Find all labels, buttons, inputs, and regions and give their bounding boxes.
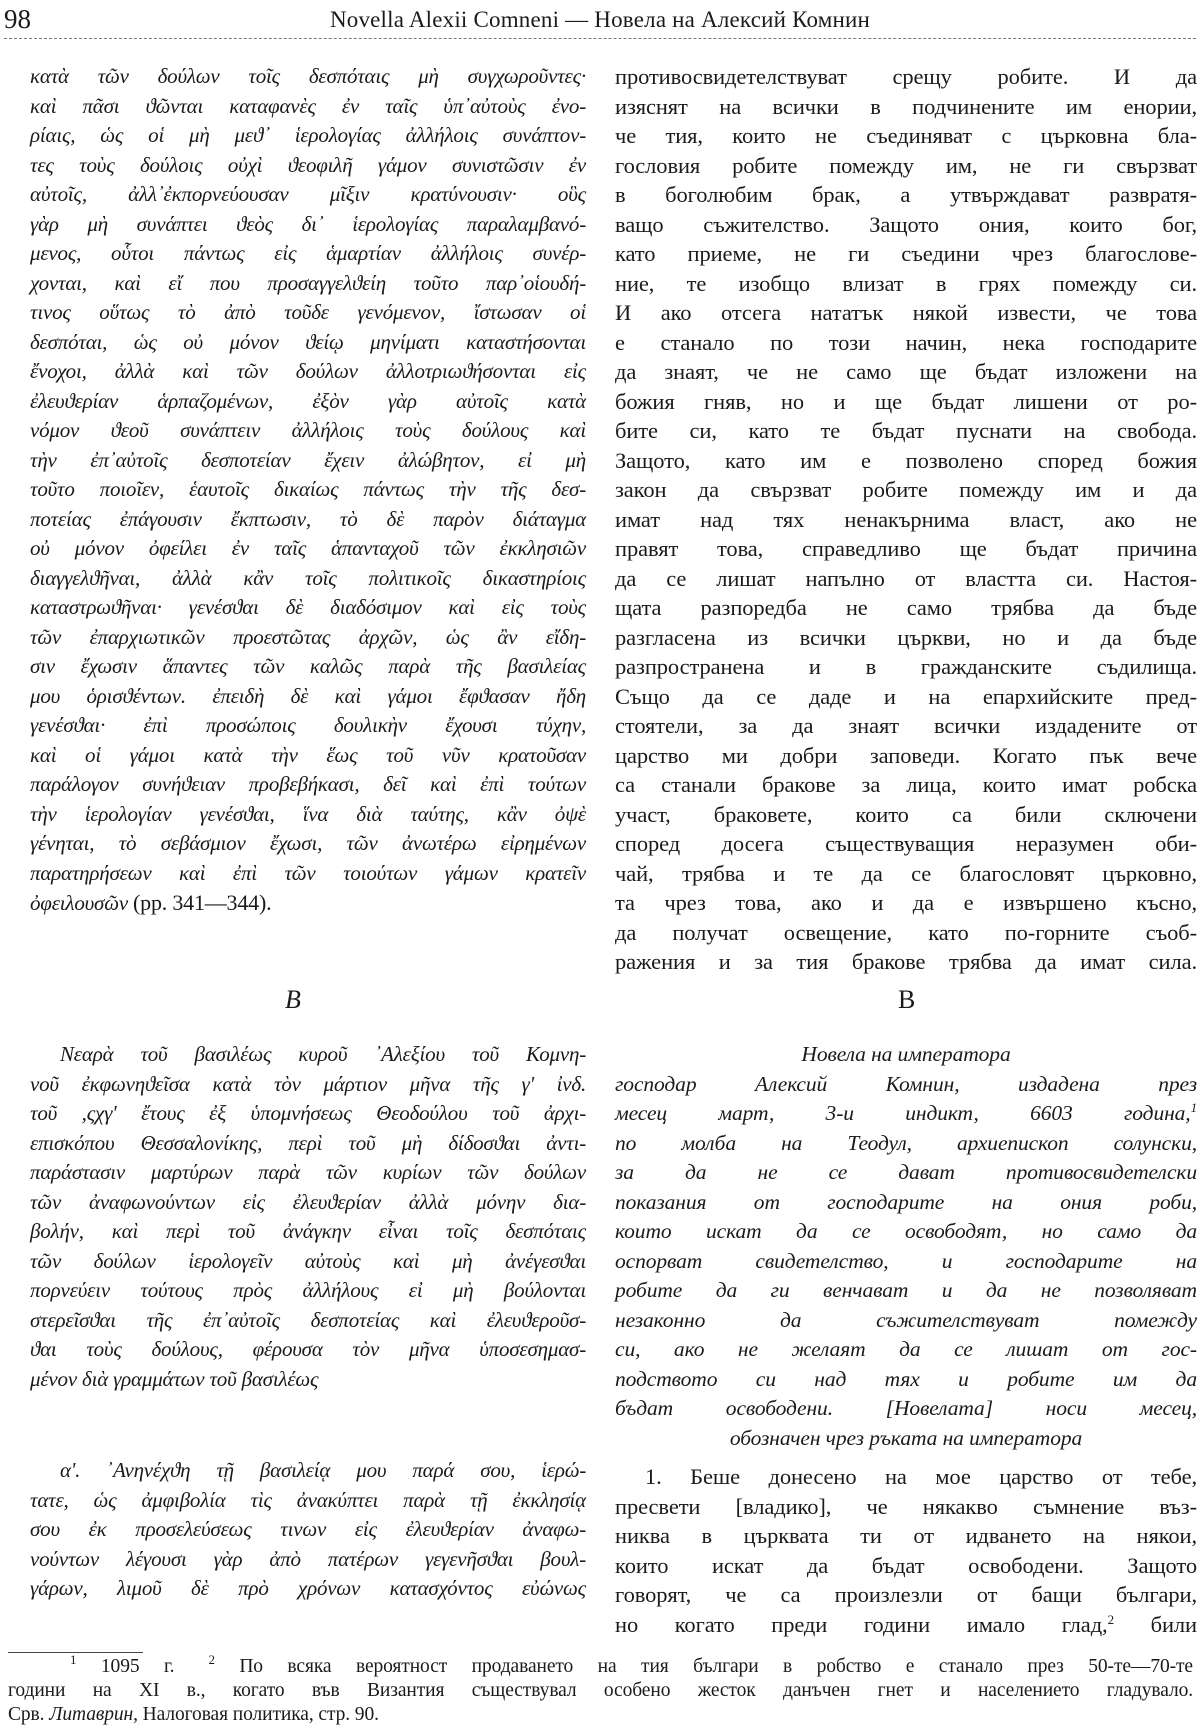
footnote-ref-2[interactable]: 2	[1107, 1611, 1114, 1627]
bulgarian-text-line: бите си, като те бъдат пуснати на свобода.	[615, 418, 1197, 443]
bulgarian-text-line: Също да се даде и на епархийските пред-	[615, 683, 1197, 709]
footnotes	[8, 1652, 1193, 1727]
bulgarian-title-line: робите да ги венчават и да не позволяват	[615, 1278, 1197, 1302]
bulgarian-text-line: правят това, справедливо ще бъдат причина	[615, 536, 1197, 561]
bulgarian-text-line: Защото, като им е позволено според божия	[615, 447, 1197, 473]
footnote-2-source: Налоговая политика, стр. 90.	[142, 1704, 379, 1725]
running-title: Novella Alexii Comneni — Новела на Алексий Комнин	[329, 7, 871, 32]
bulgarian-text-line: е станало по този начин, нека господарите	[615, 329, 1197, 355]
bulgarian-text-line: противосвидетелствуват срещу робите. И да	[615, 64, 1197, 89]
bulgarian-title-line: показания от господарите на ония роби,	[615, 1189, 1197, 1214]
footnote-ref-1[interactable]: 1	[1190, 1100, 1197, 1115]
bulgarian-text-line: ващо съжителство. Защото ония, които бог,	[615, 211, 1197, 237]
bulgarian-text-line: щата разпоредба не само трябва да бъде	[615, 595, 1197, 620]
greek-section-letter: B	[285, 985, 301, 1014]
bulgarian-title-line: обозначен чрез ръката на императора	[729, 1425, 1083, 1450]
bulgarian-section-letter: В	[898, 985, 916, 1014]
footnote-2-marker: 2	[208, 1652, 215, 1667]
bulgarian-text-line: разгласена из всички църкви, но и да бъде	[615, 624, 1197, 650]
bulgarian-section-last-line	[615, 1610, 1197, 1640]
bulgarian-section-line: говорят, че са произлезли от бащи българи,	[615, 1582, 1197, 1607]
greek-text-line: καταστρωϑῆναι· γενέσϑαι δὲ διαδόσιμον καὶ εἰς τοὺς	[30, 595, 586, 619]
bulgarian-title-line: си, ако не желаят да се лишат от гос-	[615, 1337, 1197, 1361]
greek-section-line: αʹ. ᾿Ανηνέχϑη τῇ βασιλείᾳ μου παρά σου, ἱερώ-	[60, 1458, 586, 1482]
greek-title-line: ϑαι τοὺς δούλους, φέρουσα τὸν μῆνα ὑποσεσημασ-	[30, 1337, 586, 1361]
page-header	[0, 0, 1200, 42]
greek-title-line: πορνεύειν τούτους πρὸς ἀλλήλους εἰ μὴ βούλονται	[30, 1278, 586, 1302]
greek-text-line: ρίαις, ὡς οἱ μὴ μεϑ᾽ ἱερολογίας ἀλλήλοις συνάπτον-	[30, 123, 586, 147]
bulgarian-text-line: И ако отсега нататък някой извести, че това	[615, 300, 1197, 325]
bulgarian-text-line: царство ми добри заповеди. Когато пък вече	[615, 742, 1197, 768]
greek-text-line: γενέσϑαι· ἐπὶ προσώποις δουλικὴν ἔχουσι τύχην,	[30, 713, 586, 737]
greek-text-line: τῶν ἐπαρχιωτικῶν προεστῶτας ἀρχῶν, ὡς ἂν εἴδη-	[30, 624, 586, 649]
bulgarian-text-line: според досега съществуващия неразумен оби-	[615, 831, 1197, 856]
greek-continuation-block	[30, 62, 586, 918]
bulgarian-text-line: участ, браковете, които са били сключени	[615, 801, 1197, 827]
greek-text-line: χονται, καὶ εἴ που προσαγγελϑείη τοῦτο παρ᾽οἱουδή-	[30, 270, 586, 295]
greek-title-line: Νεαρὰ τοῦ βασιλέως κυροῦ ᾿Αλεξίου τοῦ Κομνη-	[60, 1042, 586, 1066]
bulgarian-title-line: които искат да се освободят, но само да	[615, 1219, 1197, 1243]
bulgarian-title-line: за да не се дават противосвидетелски	[615, 1160, 1197, 1184]
greek-text-line: παράλογον συνήϑειαν προβεβήκασι, δεῖ καὶ ἐπὶ τούτων	[30, 772, 586, 796]
greek-text-line: καὶ οἱ γάμοι κατὰ τὴν ἕως τοῦ νῦν κρατοῦσαν	[30, 742, 586, 767]
greek-text-line: μενος, οὗτοι πάντως εἰς ἁμαρτίαν ἀλλήλοις συνέρ-	[30, 241, 586, 265]
bulgarian-text-line: в боголюбим брак, а утвърждават развратя-	[615, 182, 1197, 207]
footnote-2-cf: Срв.	[8, 1704, 45, 1725]
bulgarian-section-line: които искат да бъдат освободени. Защото	[615, 1552, 1197, 1578]
bulgarian-text-line: закон да свързват робите помежду им и да	[615, 477, 1197, 502]
greek-text-line: οὐ μόνον ὀφείλει ἐν ταῖς ἁπανταχοῦ τῶν ἐκκλησιῶν	[30, 536, 586, 560]
greek-section-line: γάρων, λιμοῦ δὲ πρὸ χρόνων κατασχόντος εὐώνως	[30, 1576, 586, 1600]
greek-text-line: τινος οὕτως τὸ ἀπὸ τοῦδε γενόμενον, ἴστωσαν οἱ	[30, 300, 586, 324]
greek-text-line: τὴν ἱερολογίαν γενέσϑαι, ἵνα διὰ ταύτης, κἂν ὀψὲ	[30, 801, 586, 826]
bulgarian-text-line: разпространена и в гражданските съдилища.	[615, 654, 1197, 679]
bulgarian-section-line: пресвети [владико], че някакво съмнение въз-	[615, 1493, 1197, 1519]
greek-text-line: τοῦτο ποιοῖεν, ἑαυτοῖς δικαίως πάντως τὴν τῆς δεσ-	[30, 477, 586, 501]
greek-title-line: μένον διὰ γραμμάτων τοῦ βασιλέως	[30, 1366, 319, 1391]
greek-title-line: παράστασιν μαρτύρων παρὰ τῶν κυρίων τῶν δούλων	[30, 1160, 586, 1184]
bulgarian-title-line: господар Алексий Комнин, издадена през	[615, 1071, 1197, 1096]
greek-final-word: ὀφειλουσῶν	[30, 891, 128, 915]
greek-title-line: στερεῖσϑαι τῆς ἐπ᾽αὐτοῖς δεσποτείας καὶ ἐλευϑεροῦσ-	[30, 1307, 586, 1332]
bulgarian-text-line: че тия, които не съединяват с църковна бла-	[615, 123, 1197, 148]
bulgarian-text-line: гословия робите помежду им, не ги свързват	[615, 152, 1197, 178]
bulgarian-section-text-end: били	[1150, 1611, 1197, 1637]
greek-section-line: σου ἐκ προσελεύσεως τινων εἰς ἐλευϑερίαν ἀναφω-	[30, 1517, 586, 1541]
greek-section-line: νούντων λέγουσι γὰρ ἀπὸ πατέρων γεγενῆσϑαι βουλ-	[30, 1546, 586, 1571]
footnote-line-1	[8, 1652, 1193, 1679]
bulgarian-title-line: оспорват свидетелство, и господарите на	[615, 1248, 1197, 1273]
greek-title-line: βολήν, καὶ περὶ τοῦ ἀνάγκην εἶναι τοῖς δεσπόταις	[30, 1219, 586, 1243]
bulgarian-text-line: като приеме, не ги съедини чрез благослове-	[615, 241, 1197, 266]
bulgarian-section-line: 1. Беше донесено на мое царство от тебе,	[645, 1464, 1197, 1489]
bulgarian-text-line: да знаят, че не само ще бъдат изложени на	[615, 359, 1197, 384]
greek-text-line: παρατηρήσεων καὶ ἐπὶ τῶν τοιούτων γάμων κρατεῖν	[30, 860, 586, 885]
bulgarian-section-line: никва в църквата ти от идването на някои,	[615, 1523, 1197, 1548]
bulgarian-text-line: имат над тях ненакърнима власт, ако не	[615, 506, 1197, 532]
greek-text-line: σιν ἔχωσιν ἅπαντες τῶν καλῶς παρὰ τῆς βασιλείας	[30, 654, 586, 678]
bulgarian-text-line: изяснят на всички в подчинените им енории,	[615, 93, 1197, 119]
page-number: 98	[4, 4, 31, 34]
greek-text-line: τες τοὺς δούλοις οὐχὶ ϑεοφιλῆ γάμον συνιστῶσιν ἐν	[30, 152, 586, 177]
bulgarian-text-line: божия гняв, но и ще бъдат лишени от ро-	[615, 388, 1197, 414]
bulgarian-continuation-block	[615, 62, 1197, 977]
footnote-2-author: Литаврин,	[49, 1704, 138, 1725]
greek-text-line: τὴν ἐπ᾽αὐτοῖς δεσποτείαν ἔχειν ἀλώβητον, εἰ μὴ	[30, 447, 586, 472]
greek-text-line: νόμον ϑεοῦ συνάπτειν ἀλλήλοις τοὺς δούλους καὶ	[30, 418, 586, 442]
greek-text-line: ποτείας ἐπάγουσιν ἔκπτωσιν, τὸ δὲ παρὸν διάταγμα	[30, 506, 586, 531]
greek-text-line: αὐτοῖς, ἀλλ᾽ἐκπορνεύουσαν μῖξιν κρατύνουσιν· οὓς	[30, 182, 586, 206]
greek-text-line: ἐλευϑερίαν ἁρπαζομένων, ἐξὸν γὰρ αὐτοῖς κατὰ	[30, 388, 586, 413]
header-rule	[4, 38, 1196, 39]
bulgarian-title-line: бъдат освободени. [Новелата] носи месец,	[615, 1396, 1197, 1420]
bulgarian-text-line: ражения и за тия бракове трябва да имат сила.	[615, 949, 1197, 974]
bulgarian-title-line-text: месец март, 3-и индикт, 6603 година,	[615, 1101, 1191, 1125]
greek-title-line: νοῦ ἐκφωνηϑεῖσα κατὰ τὸν μάρτιον μῆνα τῆς γʹ ἰνδ.	[30, 1071, 586, 1096]
greek-text-line: μου ὁρισϑέντων. ἐπειδὴ δὲ καὶ γάμοι ἔφϑασαν ἤδη	[30, 683, 586, 708]
bulgarian-text-line: та чрез това, ако и да е извършено късно,	[615, 890, 1197, 915]
source-citation: (pp. 341—344).	[133, 890, 272, 915]
bulgarian-text-line: да получат освещение, като по-горните съоб-	[615, 919, 1197, 945]
bulgarian-text-line: да се лишат напълно от властта си. Настоя-	[615, 565, 1197, 591]
greek-title-line: τοῦ ,ςχγʹ ἔτους ἐξ ὑπομνήσεως Θεοδούλου τοῦ ἀρχι-	[30, 1101, 586, 1125]
bulgarian-title-line: подството си над тях и робите им да	[615, 1366, 1197, 1391]
greek-text-line: δεσπόται, ὡς οὐ μόνον ϑείῳ μηνίματι καταστήσονται	[30, 329, 586, 354]
bulgarian-section-1	[615, 1462, 1197, 1639]
greek-title-line: τῶν ἀναφωνούντων εἰς ἐλευϑερίαν ἀλλὰ μόνην δια-	[30, 1189, 586, 1214]
greek-text-line: γένηται, τὸ σεβάσμιον ἔχωσι, τῶν ἀνωτέρω εἰρημένων	[30, 831, 586, 855]
bulgarian-text-line: чай, трябва и те да се благословят църковно,	[615, 860, 1197, 886]
greek-title-line: τῶν δούλων ἱερολογεῖν αὐτοὺς καὶ μὴ ἀνέγεσϑαι	[30, 1248, 586, 1273]
bulgarian-title-line: Новела на императора	[801, 1042, 1011, 1066]
greek-section-1	[30, 1456, 586, 1604]
bulgarian-text-line: стоятели, за да знаят всички издадените от	[615, 713, 1197, 738]
bulgarian-section-text: но когато преди години имало глад,	[615, 1611, 1108, 1637]
footnote-line-3	[8, 1703, 1193, 1727]
bulgarian-title-line: по молба на Теодул, архиепископ солунски,	[615, 1130, 1197, 1155]
footnote-1-marker: 1	[70, 1652, 77, 1667]
footnote-2-line-1: По всяка вероятност продаването на тия българи в робство е станало през 50-те—70-те	[239, 1656, 1193, 1677]
bulgarian-text-line: ние, те изобщо влизат в грях помежду си.	[615, 270, 1197, 296]
greek-text-line: καὶ πᾶσι ϑῶνται καταφανὲς ἐν ταῖς ὑπ᾽αὐτοὺς ἐνο-	[30, 93, 586, 118]
greek-text-line: διαγγελϑῆναι, ἀλλὰ κἂν τοῖς πολιτικοῖς δικαστηρίοις	[30, 565, 586, 590]
greek-text-line: γὰρ μὴ συνάπτει ϑεὸς δι᾽ ἱερολογίας παραλαμβανό-	[30, 211, 586, 236]
greek-novella-title	[30, 1040, 586, 1394]
bulgarian-text-line: са станали бракове за лица, които имат робска	[615, 772, 1197, 797]
footnote-2-line-2: години на XI в., когато във Византия съществувал особено жесток данъчен гнет и населението гладувало.	[8, 1680, 1193, 1701]
bulgarian-novella-title	[615, 1040, 1197, 1453]
bulgarian-title-line	[615, 1099, 1197, 1129]
footnote-1-text: 1095 г.	[100, 1656, 175, 1677]
greek-final-line	[30, 888, 586, 918]
greek-title-line: επισκόπου Θεσσαλονίκης, περὶ τοῦ μὴ δίδοσϑαι ἀντι-	[30, 1130, 586, 1155]
greek-section-line: τατε, ὡς ἀμφιβολία τὶς ἀνακύπτει παρὰ τῇ ἐκκλησίᾳ	[30, 1487, 586, 1512]
greek-text-line: κατὰ τῶν δούλων τοῖς δεσπόταις μὴ συγχωροῦντες·	[30, 64, 586, 88]
greek-text-line: ἔνοχοι, ἀλλὰ καὶ τῶν δούλων ἀλλοτριωϑήσονται εἰς	[30, 359, 586, 383]
bulgarian-title-line: незаконно да съжителствуват помежду	[615, 1307, 1197, 1332]
